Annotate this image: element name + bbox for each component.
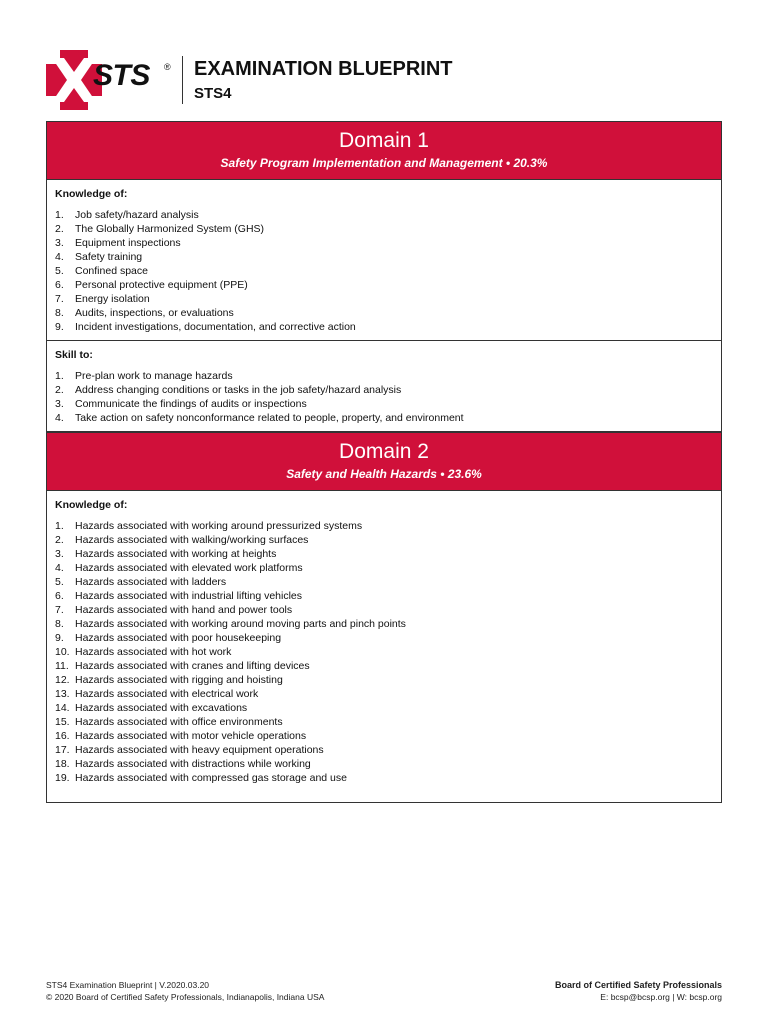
item-text: Take action on safety nonconformance related to people, property, and environment	[75, 412, 464, 424]
knowledge-list	[55, 519, 713, 785]
logo-text: STS	[93, 59, 150, 92]
list-item	[55, 631, 713, 645]
item-text: Communicate the findings of audits or inspections	[75, 398, 307, 410]
item-text: Hazards associated with motor vehicle operations	[75, 730, 307, 742]
list-item	[55, 575, 713, 589]
domain-2-knowledge-section	[47, 491, 721, 791]
item-number: 3.	[55, 548, 64, 560]
list-item	[55, 659, 713, 673]
item-number: 1.	[55, 520, 64, 532]
item-number: 8.	[55, 307, 64, 319]
item-number: 3.	[55, 398, 64, 410]
item-text: Hazards associated with office environments	[75, 716, 283, 728]
list-item	[55, 519, 713, 533]
item-text: Confined space	[75, 265, 148, 277]
item-number: 13.	[55, 688, 70, 700]
item-number: 17.	[55, 744, 70, 756]
footer-right	[555, 979, 722, 1003]
item-text: Hazards associated with excavations	[75, 702, 248, 714]
item-number: 9.	[55, 632, 64, 644]
footer-org-name: Board of Certified Safety Professionals	[554, 980, 722, 990]
list-item	[55, 320, 713, 334]
item-text: Audits, inspections, or evaluations	[75, 307, 234, 319]
domain-1-header	[47, 122, 721, 180]
item-text: Equipment inspections	[75, 237, 181, 249]
list-item	[55, 533, 713, 547]
list-item	[55, 561, 713, 575]
item-number: 8.	[55, 618, 64, 630]
item-number: 4.	[55, 251, 64, 263]
item-number: 5.	[55, 576, 64, 588]
list-item	[55, 306, 713, 320]
item-number: 1.	[55, 209, 64, 221]
footer-copyright: © 2020 Board of Certified Safety Professionals, Indianapolis, Indiana USA	[46, 992, 325, 1002]
item-number: 18.	[55, 758, 70, 770]
list-item	[55, 771, 713, 785]
registered-mark: ®	[164, 62, 171, 72]
item-number: 7.	[55, 604, 64, 616]
list-item	[55, 411, 713, 425]
item-text: Hazards associated with walking/working surfaces	[75, 534, 309, 546]
item-text: Hazards associated with hot work	[75, 646, 232, 658]
item-text: Hazards associated with elevated work platforms	[75, 562, 303, 574]
section-label: Knowledge of:	[55, 499, 128, 511]
skill-list	[55, 369, 713, 425]
domain-1-skill-section	[47, 341, 721, 432]
item-number: 1.	[55, 370, 64, 382]
list-item	[55, 743, 713, 757]
list-item	[55, 236, 713, 250]
list-item	[55, 757, 713, 771]
footer-version: STS4 Examination Blueprint | V.2020.03.20	[46, 980, 210, 990]
item-number: 4.	[55, 412, 64, 424]
domain-1-knowledge-section	[47, 180, 721, 341]
list-item	[55, 292, 713, 306]
item-number: 9.	[55, 321, 64, 333]
item-number: 14.	[55, 702, 70, 714]
item-number: 2.	[55, 534, 64, 546]
list-item	[55, 397, 713, 411]
item-number: 4.	[55, 562, 64, 574]
list-item	[55, 603, 713, 617]
page-subtitle: STS4	[194, 85, 232, 102]
item-text: Hazards associated with heavy equipment operations	[75, 744, 324, 756]
list-item	[55, 617, 713, 631]
item-text: Hazards associated with distractions while working	[75, 758, 311, 770]
list-item	[55, 645, 713, 659]
item-text: Hazards associated with working at heights	[75, 548, 277, 560]
item-text: Energy isolation	[75, 293, 150, 305]
list-item	[55, 222, 713, 236]
domain-2-header	[47, 432, 721, 491]
item-text: Hazards associated with working around pressurized systems	[75, 520, 363, 532]
footer-left	[46, 979, 324, 1003]
section-label: Knowledge of:	[55, 188, 128, 200]
list-item	[55, 278, 713, 292]
item-text: Hazards associated with cranes and lifting devices	[75, 660, 310, 672]
list-item	[55, 264, 713, 278]
item-text: Hazards associated with poor housekeeping	[75, 632, 282, 644]
item-text: Hazards associated with hand and power tools	[75, 604, 293, 616]
domain-title: Domain 2	[339, 440, 429, 463]
item-number: 2.	[55, 384, 64, 396]
item-number: 15.	[55, 716, 70, 728]
item-text: The Globally Harmonized System (GHS)	[75, 223, 265, 235]
list-item	[55, 208, 713, 222]
list-item	[55, 369, 713, 383]
header-divider	[182, 56, 183, 104]
item-text: Hazards associated with ladders	[75, 576, 227, 588]
item-text: Hazards associated with industrial lifting vehicles	[75, 590, 303, 602]
item-text: Personal protective equipment (PPE)	[75, 279, 248, 291]
list-item	[55, 715, 713, 729]
item-number: 16.	[55, 730, 70, 742]
knowledge-list	[55, 208, 713, 334]
footer-contact: E: bcsp@bcsp.org | W: bcsp.org	[600, 992, 722, 1002]
item-number: 3.	[55, 237, 64, 249]
page-title: EXAMINATION BLUEPRINT	[194, 58, 453, 80]
section-label: Skill to:	[55, 349, 93, 361]
domain-subtitle: Safety Program Implementation and Management • 20.3%	[220, 156, 548, 170]
list-item	[55, 250, 713, 264]
blueprint-table	[46, 121, 722, 803]
item-number: 7.	[55, 293, 64, 305]
item-text: Safety training	[75, 251, 143, 263]
item-number: 12.	[55, 674, 70, 686]
list-item	[55, 729, 713, 743]
item-number: 2.	[55, 223, 64, 235]
item-number: 6.	[55, 279, 64, 291]
item-number: 10.	[55, 646, 70, 658]
item-number: 11.	[55, 660, 69, 672]
item-number: 5.	[55, 265, 64, 277]
item-text: Hazards associated with compressed gas storage and use	[75, 772, 347, 784]
item-text: Pre-plan work to manage hazards	[75, 370, 233, 382]
item-text: Job safety/hazard analysis	[75, 209, 199, 221]
list-item	[55, 687, 713, 701]
sts-logo	[46, 50, 176, 110]
list-item	[55, 383, 713, 397]
item-text: Hazards associated with rigging and hoisting	[75, 674, 283, 686]
item-number: 6.	[55, 590, 64, 602]
list-item	[55, 589, 713, 603]
domain-subtitle: Safety and Health Hazards • 23.6%	[286, 467, 482, 481]
item-text: Incident investigations, documentation, and corrective action	[75, 321, 356, 333]
item-text: Hazards associated with working around moving parts and pinch points	[75, 618, 406, 630]
list-item	[55, 673, 713, 687]
page-header	[46, 50, 726, 110]
item-text: Hazards associated with electrical work	[75, 688, 259, 700]
item-number: 19.	[55, 772, 70, 784]
list-item	[55, 701, 713, 715]
domain-title: Domain 1	[339, 129, 429, 152]
list-item	[55, 547, 713, 561]
item-text: Address changing conditions or tasks in the job safety/hazard analysis	[75, 384, 402, 396]
